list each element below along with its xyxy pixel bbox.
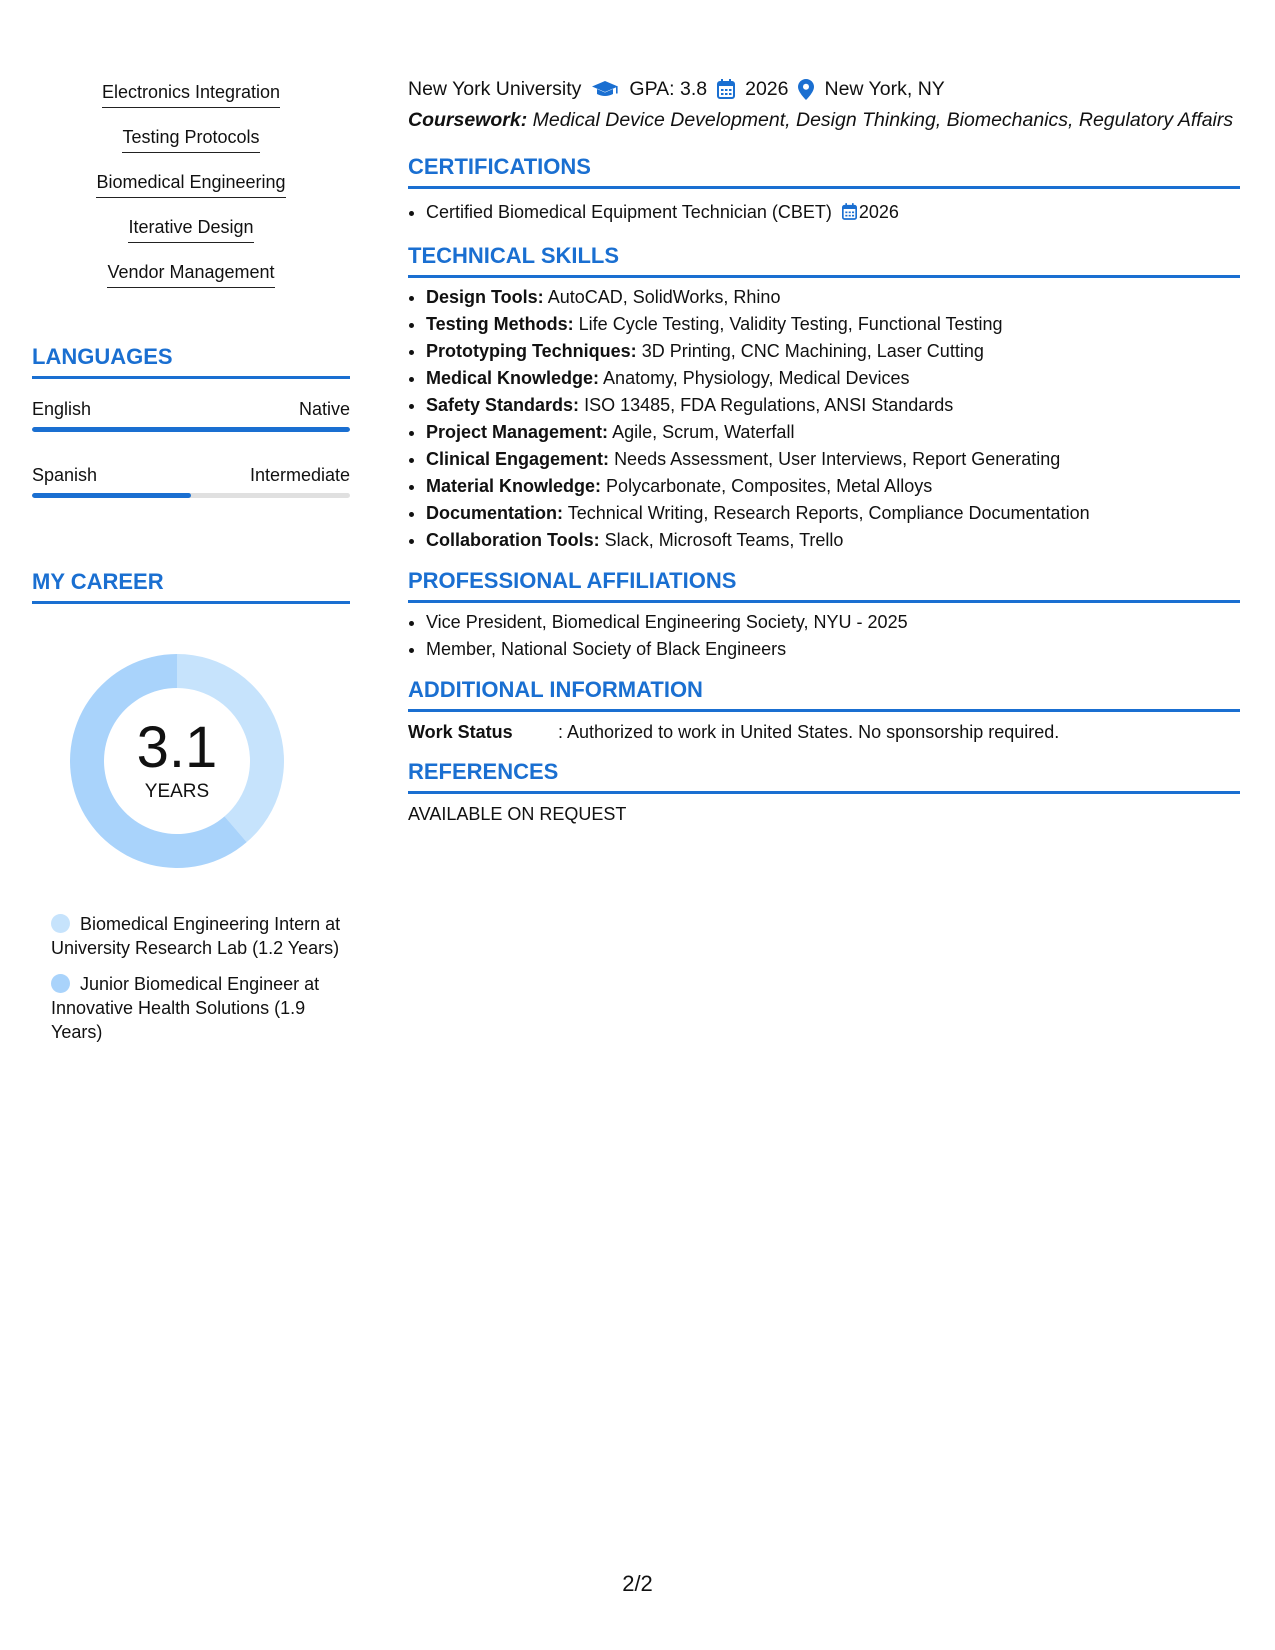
language-level: Intermediate bbox=[249, 465, 350, 485]
school-location: New York, NY bbox=[824, 78, 945, 100]
skill-tag: Biomedical Engineering bbox=[96, 170, 285, 198]
graduation-year: 2026 bbox=[745, 78, 789, 100]
career-total-value: 3.1 bbox=[136, 715, 218, 780]
affiliations-title: PROFESSIONAL AFFILIATIONS bbox=[408, 567, 1240, 603]
legend-dot bbox=[51, 974, 70, 993]
languages-title: LANGUAGES bbox=[32, 343, 350, 379]
references-text: AVAILABLE ON REQUEST bbox=[408, 804, 627, 824]
affiliations-section bbox=[408, 567, 1240, 663]
coursework-text: Medical Device Development, Design Thinking, Biomechanics, Regulatory Affairs bbox=[532, 109, 1234, 131]
career-donut-chart bbox=[62, 646, 292, 876]
skill-label: Prototyping Techniques: bbox=[426, 341, 637, 361]
certifications-section bbox=[408, 153, 1240, 228]
language-level: Native bbox=[298, 399, 350, 419]
skill-tag: Vendor Management bbox=[107, 260, 274, 288]
skill-label: Documentation: bbox=[426, 503, 563, 523]
skill-label: Testing Methods: bbox=[426, 314, 574, 334]
skill-value: AutoCAD, SolidWorks, Rhino bbox=[547, 287, 781, 307]
skill-value: Technical Writing, Research Reports, Compliance Documentation bbox=[567, 503, 1090, 523]
skill-item bbox=[426, 311, 1240, 338]
skill-tag: Electronics Integration bbox=[102, 80, 280, 108]
career-section bbox=[32, 568, 350, 1044]
language-bar-fill bbox=[32, 427, 350, 432]
skill-tag: Iterative Design bbox=[128, 215, 253, 243]
language-name: English bbox=[32, 399, 92, 419]
career-title: MY CAREER bbox=[32, 568, 350, 604]
technical-skills-title: TECHNICAL SKILLS bbox=[408, 242, 1240, 278]
career-legend-item bbox=[51, 912, 341, 960]
coursework-label: Coursework: bbox=[408, 109, 528, 131]
language-item bbox=[32, 463, 350, 498]
language-item bbox=[32, 397, 350, 432]
skill-value: Needs Assessment, User Interviews, Report Generating bbox=[614, 449, 1061, 469]
skill-item bbox=[426, 446, 1240, 473]
language-bar bbox=[32, 427, 350, 432]
career-legend-label: Junior Biomedical Engineer at Innovative Health Solutions (1.9 Years) bbox=[51, 974, 320, 1042]
skill-item bbox=[426, 284, 1240, 311]
skill-label: Material Knowledge: bbox=[426, 476, 602, 496]
additional-info-section bbox=[408, 676, 1240, 744]
skill-value: Life Cycle Testing, Validity Testing, Functional Testing bbox=[578, 314, 1003, 334]
language-bar-fill bbox=[32, 493, 191, 498]
skill-value: Agile, Scrum, Waterfall bbox=[612, 422, 795, 442]
skill-value: Slack, Microsoft Teams, Trello bbox=[604, 530, 844, 550]
skill-label: Collaboration Tools: bbox=[426, 530, 600, 550]
work-status-row bbox=[408, 720, 1240, 744]
skill-value: Anatomy, Physiology, Medical Devices bbox=[603, 368, 910, 388]
skill-label: Safety Standards: bbox=[426, 395, 580, 415]
skill-value: ISO 13485, FDA Regulations, ANSI Standards bbox=[584, 395, 954, 415]
skill-tags bbox=[32, 80, 350, 305]
skill-tag: Testing Protocols bbox=[122, 125, 259, 153]
page-number: 2/2 bbox=[622, 1571, 653, 1596]
certification-item bbox=[426, 199, 1240, 228]
career-legend-item bbox=[51, 972, 341, 1044]
school-name: New York University bbox=[408, 78, 582, 100]
certifications-title: CERTIFICATIONS bbox=[408, 153, 1240, 189]
career-legend-label: Biomedical Engineering Intern at University Research Lab (1.2 Years) bbox=[51, 914, 341, 958]
location-pin-icon bbox=[798, 79, 814, 100]
skill-item bbox=[426, 500, 1240, 527]
skill-label: Design Tools: bbox=[426, 287, 544, 307]
certification-name: Certified Biomedical Equipment Technician (CBET) bbox=[426, 202, 832, 222]
affiliation-item: • Vice President, Biomedical Engineering Society, NYU - 2025 bbox=[426, 609, 1240, 636]
skill-item bbox=[426, 473, 1240, 500]
certification-year: 2026 bbox=[858, 202, 899, 222]
skill-label: Project Management: bbox=[426, 422, 609, 442]
language-bar bbox=[32, 493, 350, 498]
work-status-value: : Authorized to work in United States. No sponsorship required. bbox=[558, 722, 1060, 742]
skill-item bbox=[426, 365, 1240, 392]
technical-skills-section bbox=[408, 242, 1240, 554]
additional-info-title: ADDITIONAL INFORMATION bbox=[408, 676, 1240, 712]
skill-value: Polycarbonate, Composites, Metal Alloys bbox=[606, 476, 933, 496]
coursework bbox=[408, 108, 1240, 132]
skill-label: Clinical Engagement: bbox=[426, 449, 610, 469]
affiliation-item: • Member, National Society of Black Engineers bbox=[426, 636, 1240, 663]
graduation-cap-icon bbox=[591, 80, 619, 98]
skill-item bbox=[426, 338, 1240, 365]
references-title: REFERENCES bbox=[408, 758, 1240, 794]
skill-label: Medical Knowledge: bbox=[426, 368, 600, 388]
legend-dot bbox=[51, 914, 70, 933]
skill-item bbox=[426, 419, 1240, 446]
work-status-key: Work Status bbox=[408, 722, 513, 742]
skill-value: 3D Printing, CNC Machining, Laser Cutting bbox=[641, 341, 984, 361]
left-column bbox=[32, 80, 350, 1056]
languages-section bbox=[32, 343, 350, 498]
references-section bbox=[408, 758, 1240, 826]
education-line bbox=[408, 76, 1240, 102]
calendar-icon bbox=[717, 79, 735, 99]
skill-item bbox=[426, 527, 1240, 554]
career-legend bbox=[32, 912, 350, 1044]
skill-item bbox=[426, 392, 1240, 419]
language-name: Spanish bbox=[32, 465, 98, 485]
gpa: GPA: 3.8 bbox=[629, 78, 708, 100]
career-total-unit: YEARS bbox=[144, 781, 210, 802]
right-column bbox=[408, 76, 1240, 826]
calendar-icon bbox=[842, 201, 857, 228]
